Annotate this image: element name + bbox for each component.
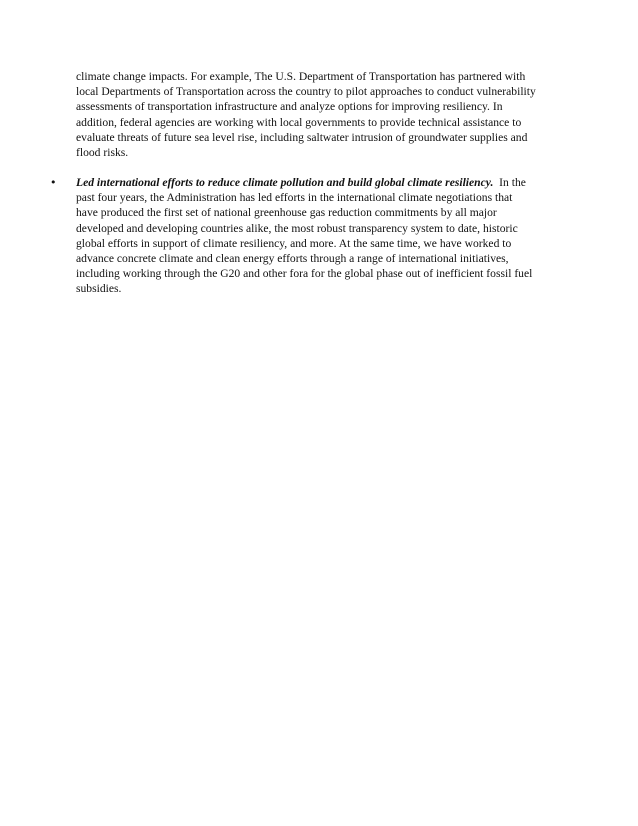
paragraph-line: assessments of transportation infrastructure and analyze options for improving resiliency. In — [76, 100, 503, 114]
paragraph-line: local Departments of Transportation across the country to pilot approaches to conduct vulnerability — [76, 85, 536, 99]
bullet-line: advance concrete climate and clean energy efforts through a range of international initiatives, — [76, 252, 509, 266]
bullet-line: developed and developing countries alike, the most robust transparency system to date, historic — [76, 221, 518, 235]
paragraph-line: addition, federal agencies are working with local governments to provide technical assistance to — [76, 115, 522, 129]
bullet-line: including working through the G20 and other fora for the global phase out of inefficient fossil fuel — [76, 267, 533, 281]
bullet-line: past four years, the Administration has led efforts in the international climate negotiations that — [76, 191, 513, 205]
continuation-paragraph — [76, 69, 588, 160]
bullet-lead-text: Led international efforts to reduce climate pollution and build global climate resiliency. — [76, 176, 494, 189]
bullet-line: subsidies. — [76, 282, 122, 296]
bullet-lead-continuation: In the — [493, 176, 526, 189]
paragraph-line: evaluate threats of future sea level rise, including saltwater intrusion of groundwater supplies and — [76, 130, 528, 144]
bullet-first-line — [76, 175, 588, 190]
bullet-item — [76, 175, 588, 297]
paragraph-line: flood risks. — [76, 146, 129, 160]
bullet-marker: • — [50, 176, 57, 189]
paragraph-line: climate change impacts. For example, The U.S. Department of Transportation has partnered with — [76, 70, 526, 83]
bullet-line: have produced the first set of national greenhouse gas reduction commitments by all major — [76, 206, 497, 220]
bullet-line: global efforts in support of climate resiliency, and more. At the same time, we have worked to — [76, 236, 512, 250]
